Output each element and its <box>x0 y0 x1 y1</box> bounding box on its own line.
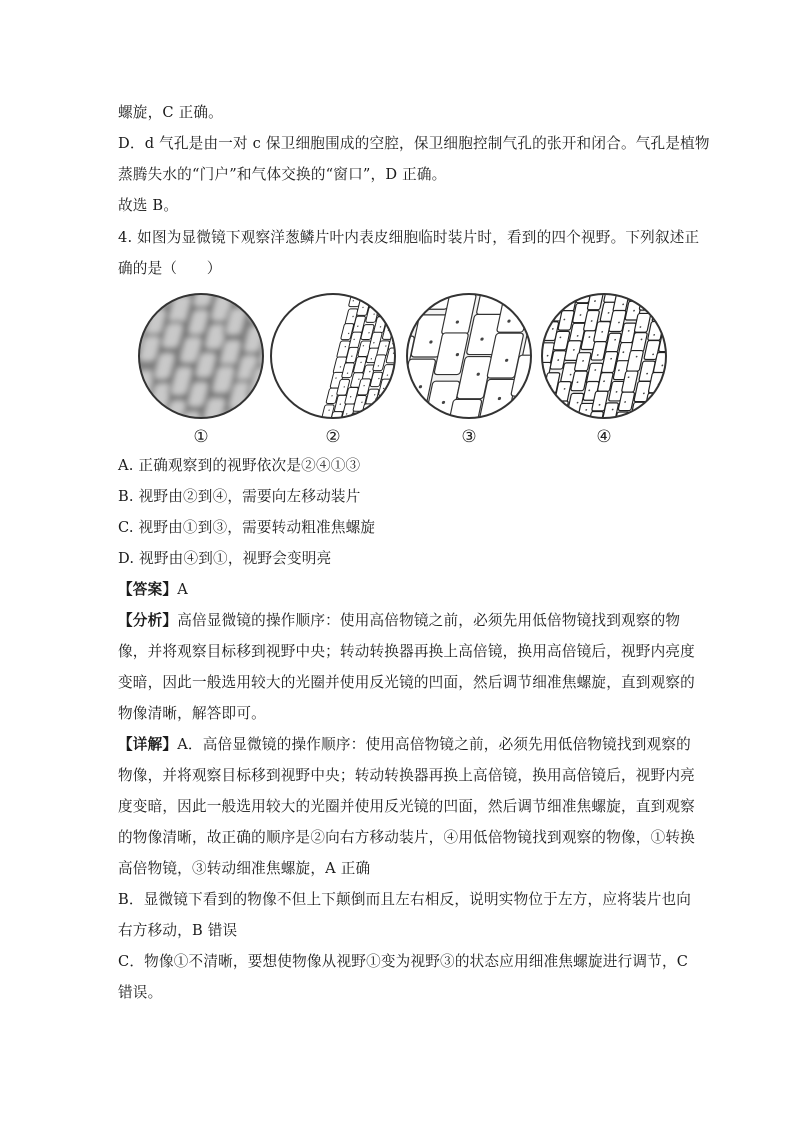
explain-line <box>118 735 691 755</box>
text-line: 蒸腾失水的“门户”和气体交换的“窗口”，D 正确。 <box>118 166 447 183</box>
option-b: B. 视野由②到④，需要向左移动装片 <box>118 488 361 505</box>
analysis-line: 变暗，因此一般选用较大的光圈并使用反光镜的凹面，然后调节细准焦螺旋，直到观察的 <box>118 674 695 691</box>
explain-line: 物像，并将观察目标移到视野中央；转动转换器再换上高倍镜，换用高倍镜后，视野内亮 <box>118 767 695 784</box>
analysis-text: 高倍显微镜的操作顺序：使用高倍物镜之前，必须先用低倍物镜找到观察的物 <box>177 612 681 629</box>
explain-line: 错误。 <box>118 984 163 1001</box>
analysis-line: 物像清晰，解答即可。 <box>118 705 266 722</box>
microscope-fields-figure <box>135 292 675 452</box>
option-c: C. 视野由①到③，需要转动粗准焦螺旋 <box>118 519 376 536</box>
figure-label-4: ④ <box>596 427 612 447</box>
explain-text: A．高倍显微镜的操作顺序：使用高倍物镜之前，必须先用低倍物镜找到观察的 <box>177 736 691 753</box>
explain-line: 高倍物镜，③转动细准焦螺旋，A 正确 <box>118 860 371 877</box>
explain-line: 右方移动，B 错误 <box>118 922 238 939</box>
analysis-tag: 【分析】 <box>118 612 178 629</box>
analysis-line: 像，并将观察目标移到视野中央；转动转换器再换上高倍镜，换用高倍镜后，视野内亮度 <box>118 643 695 660</box>
answer-tag: 【答案】 <box>118 581 178 598</box>
explain-line: B．显微镜下看到的物像不但上下颠倒而且左右相反，说明实物位于左方，应将装片也向 <box>118 891 692 908</box>
field-4-low-mag <box>506 292 675 452</box>
text-line: 螺旋，C 正确。 <box>118 104 223 121</box>
question-stem: 确的是（ ） <box>118 260 222 277</box>
question-stem: 4. 如图为显微镜下观察洋葱鳞片叶内表皮细胞临时装片时，看到的四个视野。下列叙述正 <box>118 229 700 246</box>
answer-value: A <box>177 581 188 598</box>
analysis-line <box>118 611 680 631</box>
text-line: D．d 气孔是由一对 c 保卫细胞围成的空腔，保卫细胞控制气孔的张开和闭合。气孔是植物 <box>118 135 710 152</box>
explain-line: 的物像清晰，故正确的顺序是②向右方移动装片，④用低倍物镜找到观察的物像，①转换 <box>118 829 695 846</box>
field-2-offset <box>265 292 427 452</box>
text-line: 故选 B。 <box>118 197 179 214</box>
option-a: A. 正确观察到的视野依次是②④①③ <box>118 457 361 474</box>
explain-line: 度变暗，因此一般选用较大的光圈并使用反光镜的凹面，然后调节细准焦螺旋，直到观察 <box>118 798 695 815</box>
figure-label-3: ③ <box>461 427 477 447</box>
figure-label-1: ① <box>193 427 209 447</box>
option-d: D. 视野由④到①，视野会变明亮 <box>118 550 332 567</box>
answer-line <box>118 580 188 600</box>
figure-label-2: ② <box>325 427 341 447</box>
explain-tag: 【详解】 <box>118 736 178 753</box>
explain-line: C．物像①不清晰，要想使物像从视野①变为视野③的状态应用细准焦螺旋进行调节，C <box>118 953 689 970</box>
